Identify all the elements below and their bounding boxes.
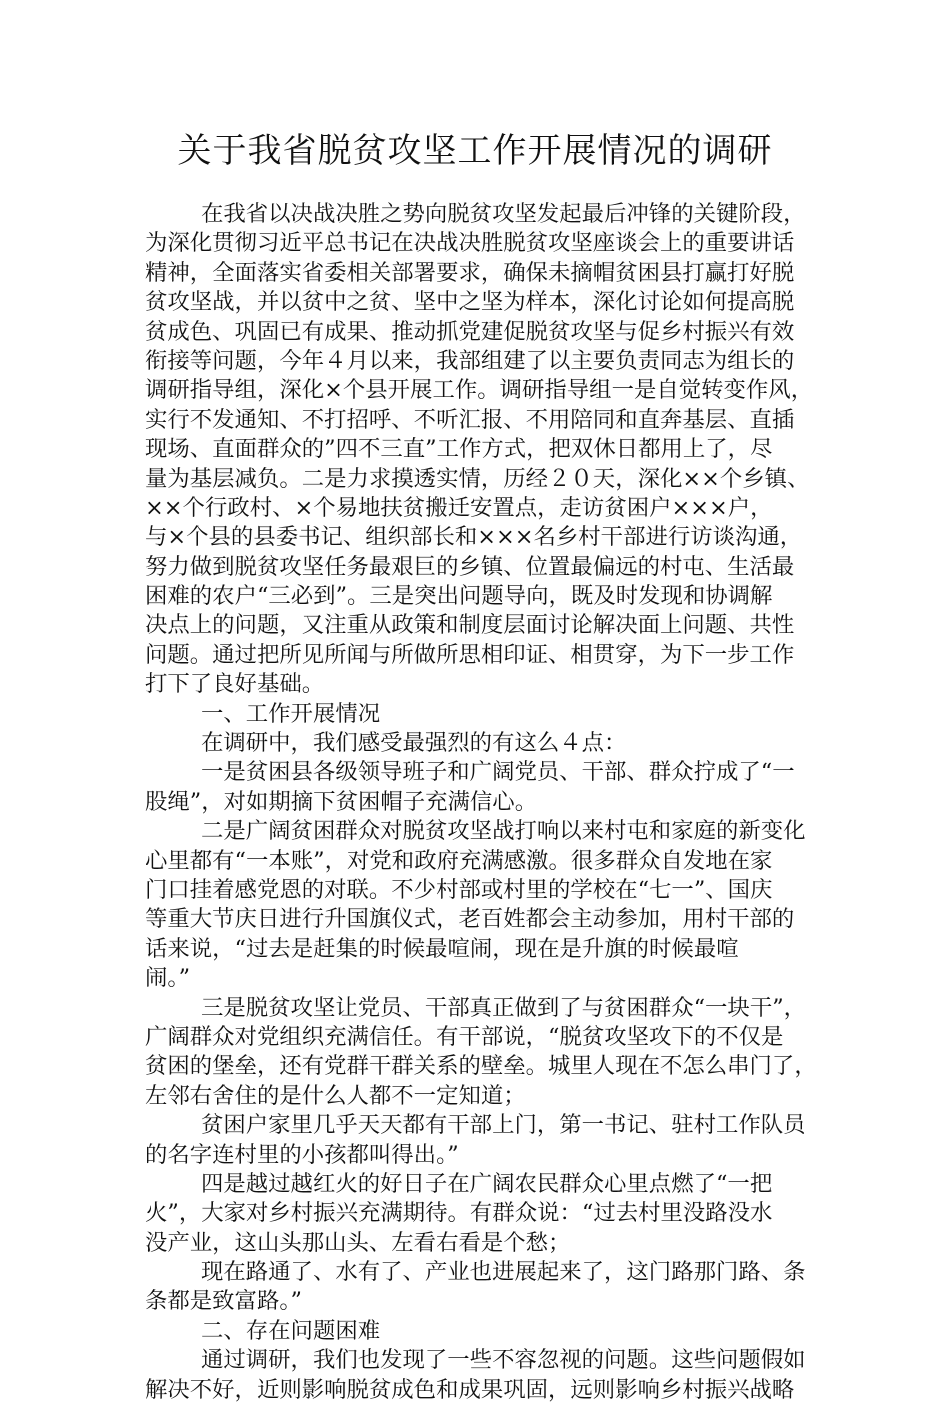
text-line: 贫困户家里几乎天天都有干部上门，第一书记、驻村工作队员 — [201, 1112, 806, 1139]
text-line: 心里都有“一本账”，对党和政府充满感激。很多群众自发地在家 — [145, 847, 773, 874]
text-line: 现场、直面群众的”四不三直”工作方式，把双休日都用上了，尽 — [145, 436, 773, 463]
text-line: 在调研中，我们感受最强烈的有这么４点： — [201, 730, 627, 757]
text-line: 广阔群众对党组织充满信任。有干部说，“脱贫攻坚攻下的不仅是 — [145, 1023, 784, 1050]
text-line: 决点上的问题，又注重从政策和制度层面讨论解决面上问题、共性 — [145, 612, 795, 639]
text-line: 与×个县的县委书记、组织部长和×××名乡村干部进行访谈沟通， — [145, 524, 803, 551]
document-body — [145, 200, 825, 1405]
text-line: 问题。通过把所见所闻与所做所思相印证、相贯穿，为下一步工作 — [145, 641, 795, 668]
text-line: 左邻右舍住的是什么人都不一定知道； — [145, 1082, 526, 1109]
text-line: 衔接等问题，今年４月以来，我部组建了以主要负责同志为组长的 — [145, 347, 795, 374]
text-line: 贫困的堡垒，还有党群干群关系的壁垒。城里人现在不怎么串门了， — [145, 1053, 817, 1080]
text-line: 条都是致富路。” — [145, 1288, 302, 1315]
text-line: 量为基层减负。二是力求摸透实情，历经２０天，深化××个乡镇、 — [145, 465, 810, 492]
text-line: 打下了良好基础。 — [145, 671, 325, 698]
text-line: 通过调研，我们也发现了一些不容忽视的问题。这些问题假如 — [201, 1347, 806, 1374]
text-line: 话来说，“过去是赶集的时候最喧闹，现在是升旗的时候最喧 — [145, 935, 739, 962]
text-line: 调研指导组，深化×个县开展工作。调研指导组一是自觉转变作风， — [145, 377, 814, 404]
text-line: 的名字连村里的小孩都叫得出。” — [145, 1141, 459, 1168]
text-line: 困难的农户“三必到”。三是突出问题导向，既及时发现和协调解 — [145, 583, 773, 610]
text-line: 精神，全面落实省委相关部署要求，确保未摘帽贫困县打赢打好脱 — [145, 259, 795, 286]
text-line: 一是贫困县各级领导班子和广阔党员、干部、群众拧成了“一 — [201, 759, 795, 786]
text-line: 门口挂着感党恩的对联。不少村部或村里的学校在“七一”、国庆 — [145, 876, 773, 903]
document-title: 关于我省脱贫攻坚工作开展情况的调研 — [177, 131, 773, 171]
text-line: 火”，大家对乡村振兴充满期待。有群众说：“过去村里没路没水 — [145, 1200, 773, 1227]
text-line: 股绳”，对如期摘下贫困帽子充满信心。 — [145, 788, 538, 815]
text-line: 贫攻坚战，并以贫中之贫、坚中之坚为样本，深化讨论如何提高脱 — [145, 289, 795, 316]
text-line: 努力做到脱贫攻坚任务最艰巨的乡镇、位置最偏远的村屯、生活最 — [145, 553, 795, 580]
text-line: 一、工作开展情况 — [201, 700, 381, 727]
text-line: 解决不好，近则影响脱贫成色和成果巩固，远则影响乡村振兴战略 — [145, 1376, 795, 1403]
text-line: 在我省以决战决胜之势向脱贫攻坚发起最后冲锋的关键阶段， — [201, 201, 806, 227]
text-line: 三是脱贫攻坚让党员、干部真正做到了与贫困群众“一块干”， — [201, 994, 807, 1021]
text-line: 为深化贯彻习近平总书记在决战决胜脱贫攻坚座谈会上的重要讲话 — [145, 230, 795, 257]
text-line: 四是越过越红火的好日子在广阔农民群众心里点燃了“一把 — [201, 1170, 773, 1197]
text-line: 现在路通了、水有了、产业也进展起来了，这门路那门路、条 — [201, 1259, 806, 1286]
text-line: 二是广阔贫困群众对脱贫攻坚战打响以来村屯和家庭的新变化 — [201, 818, 806, 845]
text-line: 等重大节庆日进行升国旗仪式，老百姓都会主动参加，用村干部的 — [145, 906, 795, 933]
text-line: ××个行政村、×个易地扶贫搬迁安置点，走访贫困户×××户， — [145, 494, 773, 521]
text-line: 贫成色、巩固已有成果、推动抓党建促脱贫攻坚与促乡村振兴有效 — [145, 318, 795, 345]
text-line: 闹。” — [145, 965, 191, 992]
text-line: 二、存在问题困难 — [201, 1317, 381, 1344]
text-line: 实行不发通知、不打招呼、不听汇报、不用陪同和直奔基层、直插 — [145, 406, 795, 433]
text-line: 没产业，这山头那山头、左看右看是个愁； — [145, 1229, 571, 1256]
